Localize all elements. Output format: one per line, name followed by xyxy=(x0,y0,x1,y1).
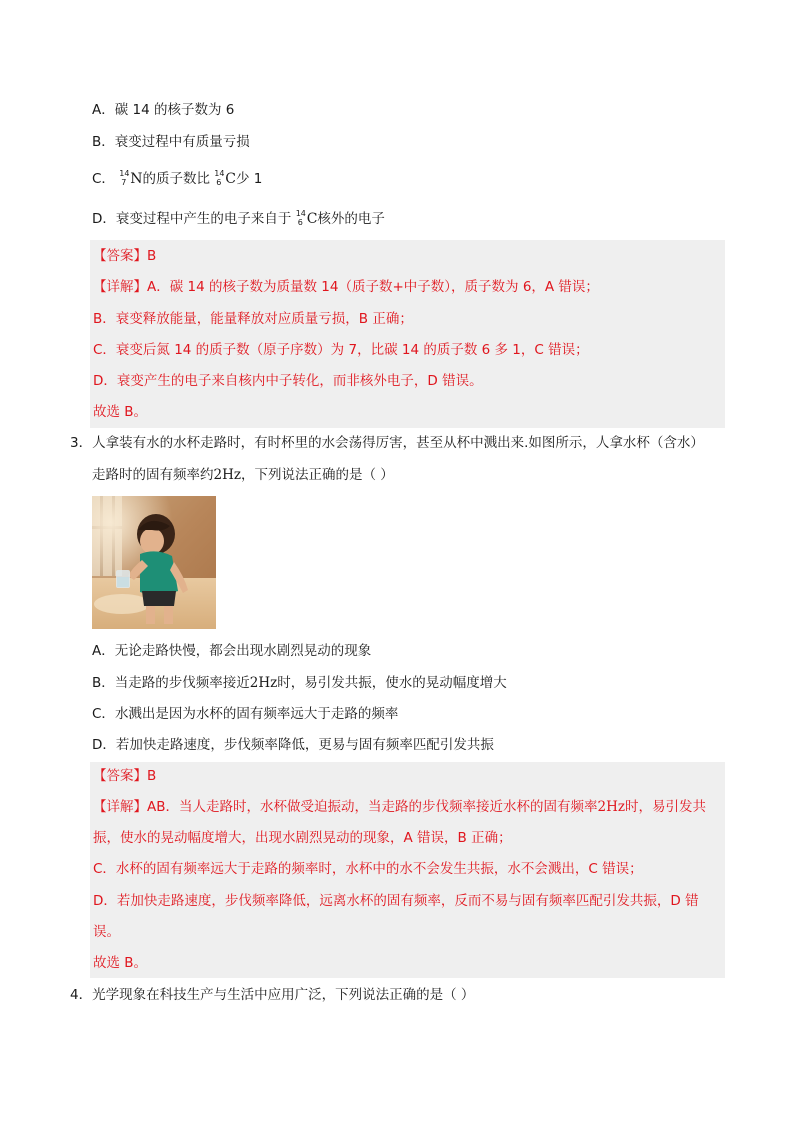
q2-answer-box xyxy=(90,240,725,428)
q2-analysis-line-3: C．衰变后氮 14 的质子数（原子序数）为 7，比碳 14 的质子数 6 多 1，C 错误； xyxy=(93,342,589,358)
q3-option-a: A．无论走路快慢，都会出现水剧烈晃动的现象 xyxy=(92,643,372,659)
q3-option-d: D．若加快走路速度，步伐频率降低，更易与固有频率匹配引发共振 xyxy=(92,737,494,753)
q3-stem-line-2: 走路时的固有频率约2Hz，下列说法正确的是（ ） xyxy=(92,467,394,483)
q2-answer: 【答案】B xyxy=(93,248,157,264)
q2-option-c: C． 14 7 N的质子数比 14 6 C少 1 xyxy=(92,169,263,187)
q4-number: 4． xyxy=(70,987,93,1003)
q2-option-b: B．衰变过程中有质量亏损 xyxy=(92,134,250,150)
q3-answer: 【答案】B xyxy=(93,768,157,784)
q2-analysis-line-1: 【详解】A．碳 14 的核子数为质量数 14（质子数+中子数），质子数为 6，A 错误； xyxy=(93,279,599,295)
q2-option-a: A．碳 14 的核子数为 6 xyxy=(92,102,235,118)
nitrogen-isotope-notation: 14 7 xyxy=(119,169,130,187)
carbon-isotope-notation: 14 6 xyxy=(214,169,225,187)
q3-number: 3． xyxy=(70,435,93,451)
q3-analysis-line-1: 【详解】AB．当人走路时，水杯做受迫振动，当走路的步伐频率接近水杯的固有频率2Hz时，易引发共 xyxy=(93,799,706,815)
child-carrying-water-glass-photo xyxy=(92,496,216,629)
q2-conclusion: 故选 B。 xyxy=(93,404,148,420)
q3-analysis-line-4: D．若加快走路速度，步伐频率降低，远离水杯的固有频率，反而不易与固有频率匹配引发共振，D 错 xyxy=(93,893,699,909)
carbon-isotope-notation: 14 6 xyxy=(295,209,306,227)
q2-analysis-line-4: D．衰变产生的电子来自核内中子转化，而非核外电子，D 错误。 xyxy=(93,373,483,389)
q3-analysis-line-3: C．水杯的固有频率远大于走路的频率时，水杯中的水不会发生共振，水不会溅出，C 错误； xyxy=(93,861,643,877)
q3-stem-line-1: 3．人拿装有水的水杯走路时，有时杯里的水会荡得厉害，甚至从杯中溅出来.如图所示，人拿水杯（含水） xyxy=(70,435,704,451)
q3-option-b: B．当走路的步伐频率接近2Hz时，易引发共振，使水的晃动幅度增大 xyxy=(92,675,507,691)
q3-option-c: C．水溅出是因为水杯的固有频率远大于走路的频率 xyxy=(92,706,399,722)
q4-stem: 4．光学现象在科技生产与生活中应用广泛，下列说法正确的是（ ） xyxy=(70,987,475,1003)
q3-conclusion: 故选 B。 xyxy=(93,955,148,971)
q2-analysis-line-2: B．衰变释放能量，能量释放对应质量亏损，B 正确； xyxy=(93,311,413,327)
q2-option-d: D．衰变过程中产生的电子来自于 14 6 C核外的电子 xyxy=(92,209,385,227)
q3-answer-box xyxy=(90,762,725,978)
q3-analysis-line-5: 误。 xyxy=(93,924,120,940)
q3-analysis-line-2: 振，使水的晃动幅度增大，出现水剧烈晃动的现象，A 错误，B 正确； xyxy=(93,830,512,846)
